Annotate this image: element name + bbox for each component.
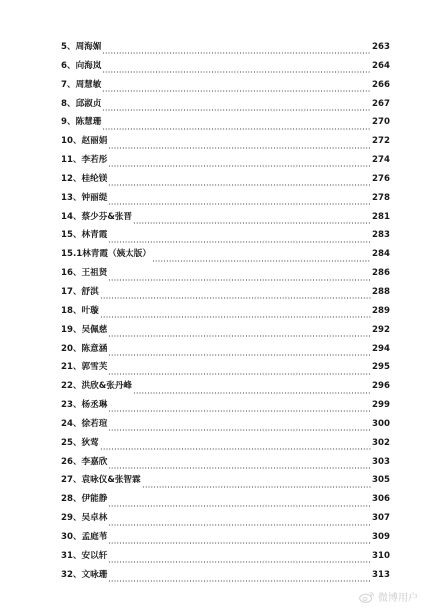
toc-entry-page-number: 309 bbox=[372, 531, 390, 542]
toc-entry[interactable] bbox=[61, 377, 390, 396]
toc-entry[interactable] bbox=[61, 264, 390, 283]
toc-entry-title: 5、周海媚 bbox=[61, 42, 102, 52]
weibo-icon bbox=[359, 591, 375, 603]
dot-leader bbox=[108, 534, 371, 544]
toc-entry-title: 24、徐若瑄 bbox=[61, 418, 108, 429]
toc-entry[interactable] bbox=[61, 57, 390, 76]
dot-leader bbox=[108, 233, 371, 243]
toc-entry-title: 32、文咏珊 bbox=[61, 569, 108, 580]
toc-entry[interactable] bbox=[61, 208, 390, 227]
toc-entry[interactable] bbox=[61, 434, 390, 453]
toc-entry-title: 27、袁咏仪&张智霖 bbox=[61, 475, 141, 486]
toc-entry-title: 29、吴卓林 bbox=[61, 513, 108, 524]
toc-entry-page-number: 284 bbox=[372, 249, 390, 260]
toc-entry-title: 28、伊能静 bbox=[61, 494, 108, 505]
toc-entry-title: 31、安以轩 bbox=[61, 550, 108, 561]
toc-entry[interactable] bbox=[61, 358, 390, 377]
toc-entry-page-number: 300 bbox=[372, 418, 390, 429]
toc-entry-title: 13、钟丽缇 bbox=[61, 192, 108, 203]
toc-entry-title: 19、吴佩慈 bbox=[61, 324, 108, 335]
toc-entry[interactable] bbox=[61, 38, 390, 57]
toc-entry-page-number: 305 bbox=[372, 475, 390, 486]
toc-entry[interactable] bbox=[61, 151, 390, 170]
toc-entry-page-number: 281 bbox=[372, 211, 390, 222]
dot-leader bbox=[108, 572, 371, 582]
dot-leader bbox=[108, 157, 371, 167]
toc-entry[interactable] bbox=[61, 76, 390, 95]
toc-entry-page-number: 310 bbox=[372, 550, 390, 561]
dot-leader bbox=[108, 421, 371, 431]
toc-entry[interactable] bbox=[61, 132, 390, 151]
toc-entry-title: 11、李若彤 bbox=[61, 155, 108, 166]
toc-entry-page-number: 292 bbox=[372, 324, 390, 335]
dot-leader bbox=[108, 139, 371, 149]
toc-entry[interactable] bbox=[61, 471, 390, 490]
toc-entry-page-number: 296 bbox=[372, 381, 390, 392]
dot-leader bbox=[108, 346, 371, 356]
dot-leader bbox=[142, 478, 371, 488]
toc-entry-title: 8、邱淑贞 bbox=[61, 98, 102, 109]
toc-entry[interactable] bbox=[61, 302, 390, 321]
dot-leader bbox=[100, 289, 371, 299]
toc-entry-page-number: 267 bbox=[372, 98, 390, 109]
dot-leader bbox=[108, 553, 371, 563]
toc-entry-page-number: 313 bbox=[372, 569, 390, 580]
toc-entry-page-number: 295 bbox=[372, 362, 390, 373]
dot-leader bbox=[152, 252, 371, 262]
toc-entry[interactable] bbox=[61, 189, 390, 208]
toc-entry-title: 23、杨丞琳 bbox=[61, 400, 108, 411]
dot-leader bbox=[133, 214, 371, 224]
toc-entry-title: 21、郭雪芙 bbox=[61, 362, 108, 373]
toc-entry[interactable] bbox=[61, 95, 390, 114]
dot-leader bbox=[102, 120, 371, 130]
toc-entry-title: 14、蔡少芬&张晋 bbox=[61, 211, 133, 222]
toc-entry-title: 15.1林青霞（姨太版） bbox=[61, 249, 151, 260]
toc-entry[interactable] bbox=[61, 113, 390, 132]
toc-entry[interactable] bbox=[61, 490, 390, 509]
watermark-text: 微博用户 bbox=[378, 593, 418, 604]
toc-entry-title: 10、赵丽娟 bbox=[61, 136, 108, 147]
toc-entry-title: 9、陈慧珊 bbox=[61, 117, 102, 128]
toc-entry-title: 12、桂纶镁 bbox=[61, 173, 108, 184]
toc-entry[interactable] bbox=[61, 453, 390, 472]
toc-entry-page-number: 283 bbox=[372, 230, 390, 241]
dot-leader bbox=[102, 82, 371, 92]
toc-entry[interactable] bbox=[61, 415, 390, 434]
toc-entry-title: 16、王祖贤 bbox=[61, 268, 108, 279]
dot-leader bbox=[133, 384, 371, 394]
toc-entry[interactable] bbox=[61, 321, 390, 340]
toc-entry[interactable] bbox=[61, 340, 390, 359]
toc-entry-page-number: 307 bbox=[372, 513, 390, 524]
dot-leader bbox=[100, 308, 371, 318]
toc-entry-page-number: 299 bbox=[372, 400, 390, 411]
toc-entry-page-number: 270 bbox=[372, 117, 390, 128]
toc-entry-title: 22、洪欣&张丹峰 bbox=[61, 381, 133, 392]
toc-entry[interactable] bbox=[61, 566, 390, 585]
toc-entry-page-number: 278 bbox=[372, 192, 390, 203]
toc-entry-title: 17、舒淇 bbox=[61, 286, 99, 297]
toc-entry-page-number: 264 bbox=[372, 60, 390, 71]
toc-entry[interactable] bbox=[61, 396, 390, 415]
toc-entry[interactable] bbox=[61, 245, 390, 264]
toc-entry[interactable] bbox=[61, 226, 390, 245]
dot-leader bbox=[108, 459, 371, 469]
toc-entry[interactable] bbox=[61, 283, 390, 302]
toc-entry-page-number: 272 bbox=[372, 136, 390, 147]
toc-entry[interactable] bbox=[61, 170, 390, 189]
dot-leader bbox=[108, 195, 371, 205]
toc-entry-page-number: 306 bbox=[372, 494, 390, 505]
toc-entry-title: 6、向海岚 bbox=[61, 60, 102, 71]
toc-entry[interactable] bbox=[61, 547, 390, 566]
toc-entry-page-number: 274 bbox=[372, 155, 390, 166]
toc-entry-page-number: 289 bbox=[372, 305, 390, 316]
toc-entry-page-number: 303 bbox=[372, 456, 390, 467]
toc-entry-title: 26、李嘉欣 bbox=[61, 456, 108, 467]
toc-entry-page-number: 263 bbox=[372, 42, 390, 52]
toc-entry-title: 7、周慧敏 bbox=[61, 79, 102, 90]
dot-leader bbox=[108, 365, 371, 375]
dot-leader bbox=[108, 497, 371, 507]
toc-entry-page-number: 286 bbox=[372, 268, 390, 279]
dot-leader bbox=[102, 63, 371, 73]
toc-entry-title: 15、林青霞 bbox=[61, 230, 108, 241]
toc-entry-title: 25、狄莺 bbox=[61, 437, 99, 448]
dot-leader bbox=[108, 271, 371, 281]
dot-leader bbox=[108, 327, 371, 337]
dot-leader bbox=[108, 516, 371, 526]
watermark bbox=[359, 589, 418, 604]
toc-entry-title: 18、叶璇 bbox=[61, 305, 99, 316]
toc-entry-page-number: 276 bbox=[372, 173, 390, 184]
toc-entry-page-number: 288 bbox=[372, 286, 390, 297]
toc-entry-page-number: 302 bbox=[372, 437, 390, 448]
dot-leader bbox=[108, 176, 371, 186]
toc-entry-page-number: 294 bbox=[372, 343, 390, 354]
dot-leader bbox=[102, 44, 371, 54]
toc-entry-page-number: 266 bbox=[372, 79, 390, 90]
dot-leader bbox=[100, 440, 371, 450]
toc-entry[interactable] bbox=[61, 528, 390, 547]
toc-entry-title: 30、孟庭苇 bbox=[61, 531, 108, 542]
toc-entry-title: 20、陈意涵 bbox=[61, 343, 108, 354]
dot-leader bbox=[102, 101, 371, 111]
dot-leader bbox=[108, 402, 371, 412]
toc-entry[interactable] bbox=[61, 509, 390, 528]
table-of-contents bbox=[61, 38, 390, 584]
